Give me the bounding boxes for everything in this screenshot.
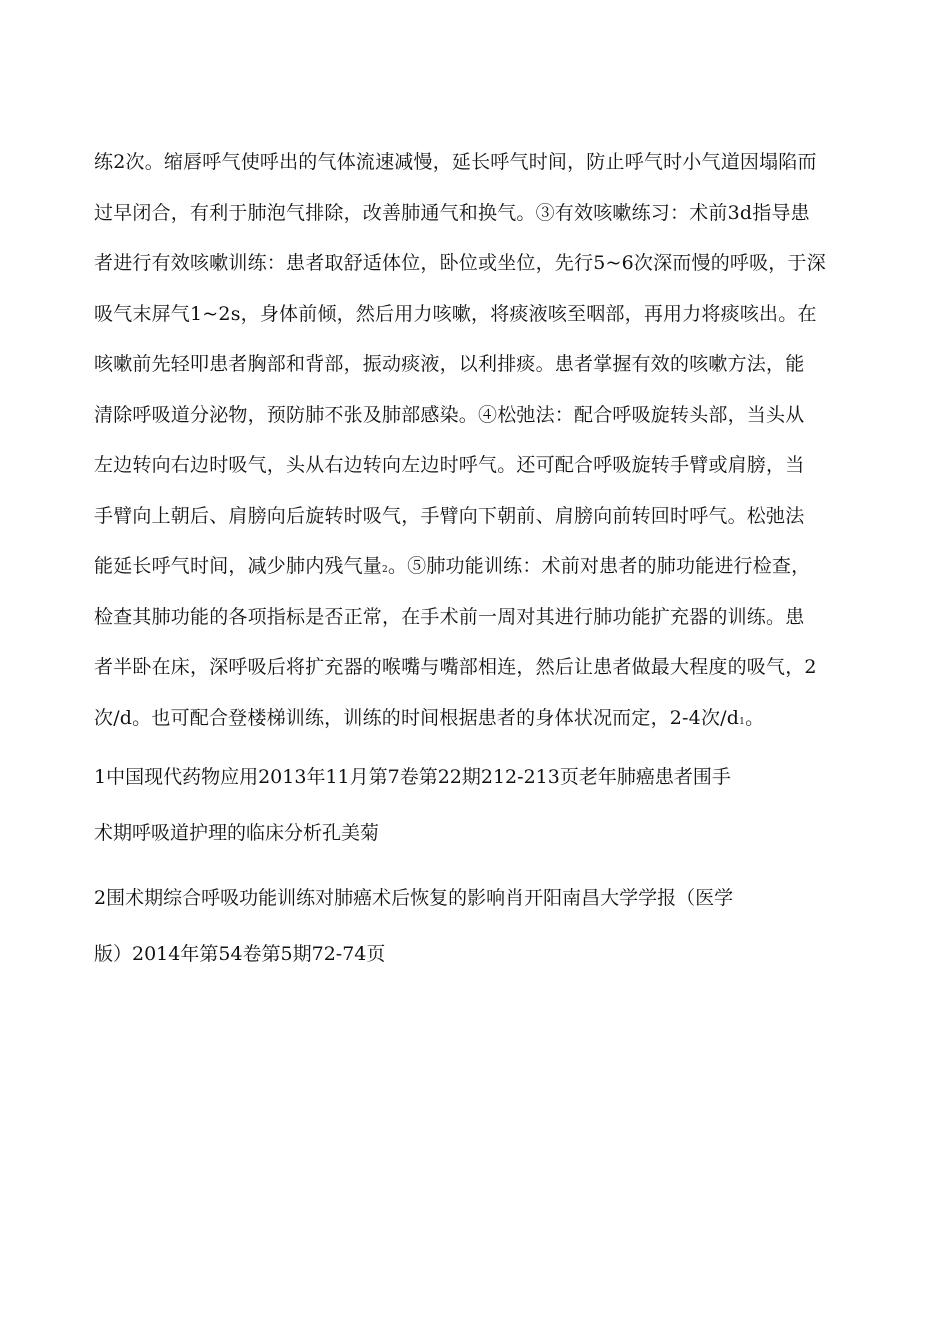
line-text: 能延长呼气时间，减少肺内残气量 [94,555,383,577]
paragraph-line [94,541,860,592]
paragraph-line: 咳嗽前先轻叩患者胸部和背部，振动痰液，以利排痰。患者掌握有效的咳嗽方法，能 [94,353,805,375]
paragraph-line: 清除呼吸道分泌物，预防肺不张及肺部感染。④松弛法：配合呼吸旋转头部，当头从 [94,403,805,426]
paragraph-line: 练2次。缩唇呼气使呼出的气体流速减慢，延长呼气时间，防止呼气时小气道因塌陷而 [94,151,817,173]
paragraph-line: 左边转向右边时吸气，头从右边转向左边时呼气。还可配合呼吸旋转手臂或肩膀，当 [94,454,805,476]
line-text: 。⑤肺功能训练：术前对患者的肺功能进行检查， [387,555,811,577]
paragraph-line: 检查其肺功能的各项指标是否正常，在手术前一周对其进行肺功能扩充器的训练。患 [94,605,805,628]
paragraph-line: 手臂向上朝后、肩膀向后旋转时吸气，手臂向下朝前、肩膀向前转回时呼气。松弛法 [94,504,805,527]
reference-2 [94,870,860,982]
reference-line: 1中国现代药物应用2013年11月第7卷第22期212-213页老年肺癌患者围手 [94,766,731,788]
paragraph-line [94,693,860,744]
footnote-mark: 2 [382,565,388,575]
paragraph-line: 者进行有效咳嗽训练：患者取舒适体位，卧位或坐位，先行5~6次深而慢的呼吸，于深 [94,252,826,274]
paragraph-line: 吸气末屏气1~2s，身体前倾，然后用力咳嗽，将痰液咳至咽部，再用力将痰咳出。在 [94,302,817,325]
line-text: 次/d。也可配合登楼梯训练，训练的时间根据患者的身体状况而定，2-4次/d [94,706,740,729]
paragraph-line: 过早闭合，有利于肺泡气排除，改善肺通气和换气。③有效咳嗽练习：术前3d指导患 [94,201,810,224]
reference-line: 2围术期综合呼吸功能训练对肺癌术后恢复的影响肖开阳南昌大学学报（医学 [94,887,734,909]
body-paragraph [94,137,860,743]
reference-line: 术期呼吸道护理的临床分析孔美菊 [94,822,380,844]
reference-1 [94,749,860,861]
paragraph-line: 者半卧在床，深呼吸后将扩充器的喉嘴与嘴部相连，然后让患者做最大程度的吸气，2 [94,656,817,678]
footnote-mark: 1 [739,716,746,727]
line-text: 。 [745,706,765,729]
reference-line: 版）2014年第54卷第5期72-74页 [94,943,386,965]
